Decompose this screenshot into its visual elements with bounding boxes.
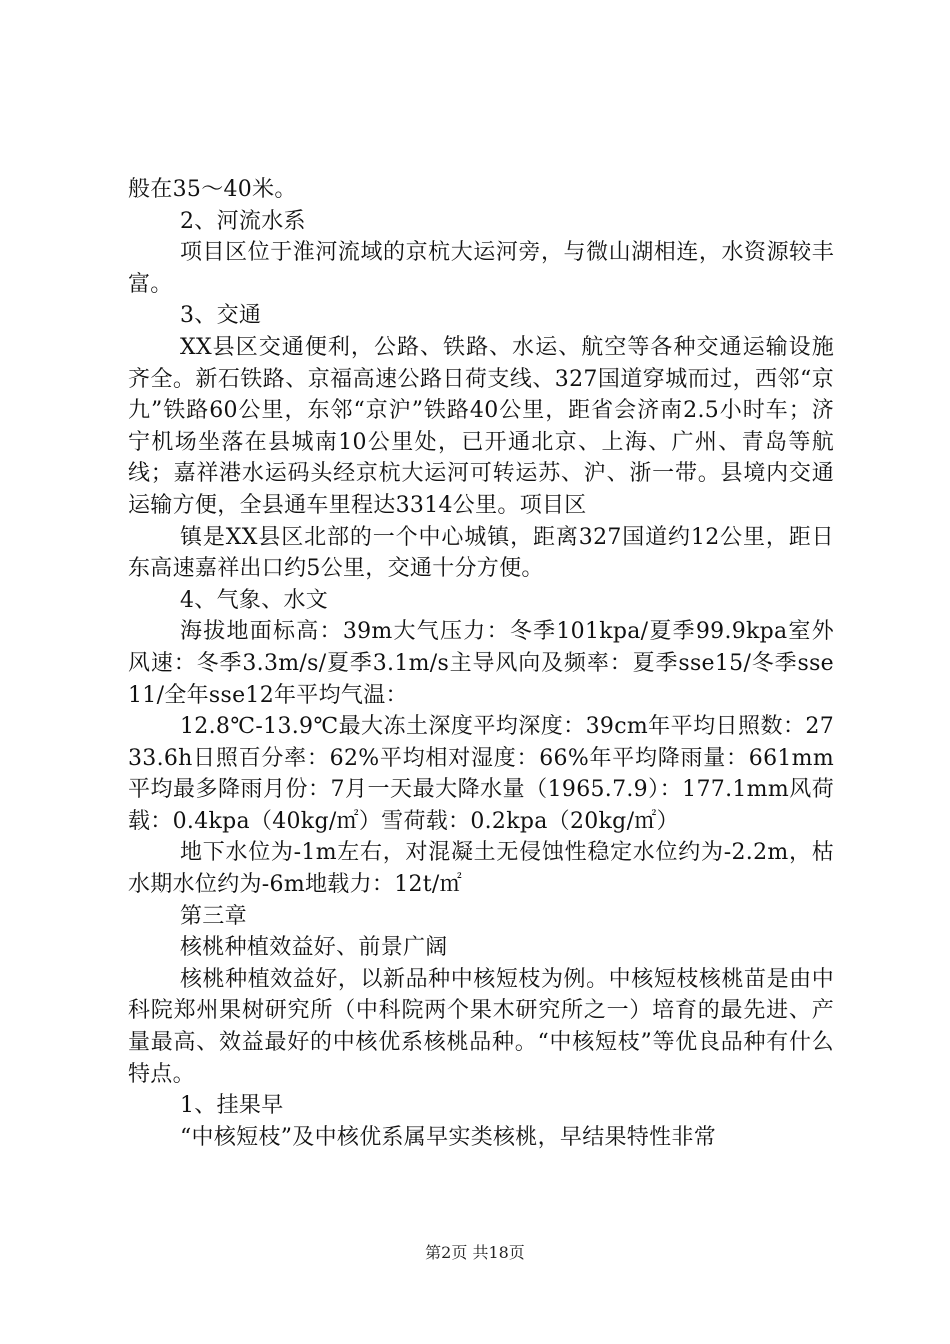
heading-transport: 3、交通 xyxy=(180,303,262,329)
chapter-title: 核桃种植效益好、前景广阔 xyxy=(180,935,448,961)
paragraph-early-fruiting: “中核短枝”及中核优系属早实类核桃，早结果特性非常 xyxy=(180,1124,716,1150)
paragraph-town: 镇是XX县区北部的一个中心城镇，距离327国道约12公里，距日东高速嘉祥出口约5公里，交通十分方便。 xyxy=(128,524,834,582)
paragraph-walnut-benefits: 核桃种植效益好，以新品种中核短枝为例。中核短枝核桃苗是由中科院郑州果树研究所（中科院两个果木研究所之一）培育的最先进、产量最高、效益最好的中核优系核桃品种。“中核短枝”等优良品种有什么特点。 xyxy=(128,966,834,1087)
paragraph-continuation: 般在35～40米。 xyxy=(128,177,297,202)
paragraph-climate-2: 12.8℃-13.9℃最大冻土深度平均深度：39cm年平均日照数：2733.6h日照百分率：62%平均相对湿度：66%年平均降雨量：661mm平均最多降雨月份：7月一天最大降水量（1965.7.9）：177.1mm风荷载：0.4kpa（40kg/㎡）雪荷载：0.2kpa（20kg/㎡） xyxy=(128,714,834,834)
paragraph-river-system: 项目区位于淮河流域的京杭大运河旁，与微山湖相连，水资源较丰富。 xyxy=(128,240,834,297)
heading-early-fruiting: 1、挂果早 xyxy=(180,1093,284,1119)
document-body xyxy=(128,174,834,1153)
chapter-heading: 第三章 xyxy=(180,903,247,929)
paragraph-groundwater: 地下水位为-1m左右，对混凝土无侵蚀性稳定水位约为-2.2m，枯水期水位约为-6m地载力：12t/㎡ xyxy=(128,840,834,898)
heading-river-system: 2、河流水系 xyxy=(180,208,306,234)
heading-climate-hydrology: 4、气象、水文 xyxy=(180,587,329,613)
page-number-footer: 第2页 共18页 xyxy=(425,1243,525,1262)
paragraph-transport: XX县区交通便利，公路、铁路、水运、航空等各种交通运输设施齐全。新石铁路、京福高速公路日荷支线、327国道穿城而过，西邻“京九”铁路60公里，东邻“京沪”铁路40公里，距省会济南2.5小时车；济宁机场坐落在县城南10公里处，已开通北京、上海、广州、青岛等航线；嘉祥港水运码头经京杭大运河可转运苏、沪、浙一带。县境内交通运输方便，全县通车里程达3314公里。项目区 xyxy=(128,334,834,518)
paragraph-climate-1: 海拔地面标高：39m大气压力：冬季101kpa/夏季99.9kpa室外风速：冬季3.3m/s/夏季3.1m/s主导风向及频率：夏季sse15/冬季sse11/全年sse12年平均气温： xyxy=(128,619,834,708)
